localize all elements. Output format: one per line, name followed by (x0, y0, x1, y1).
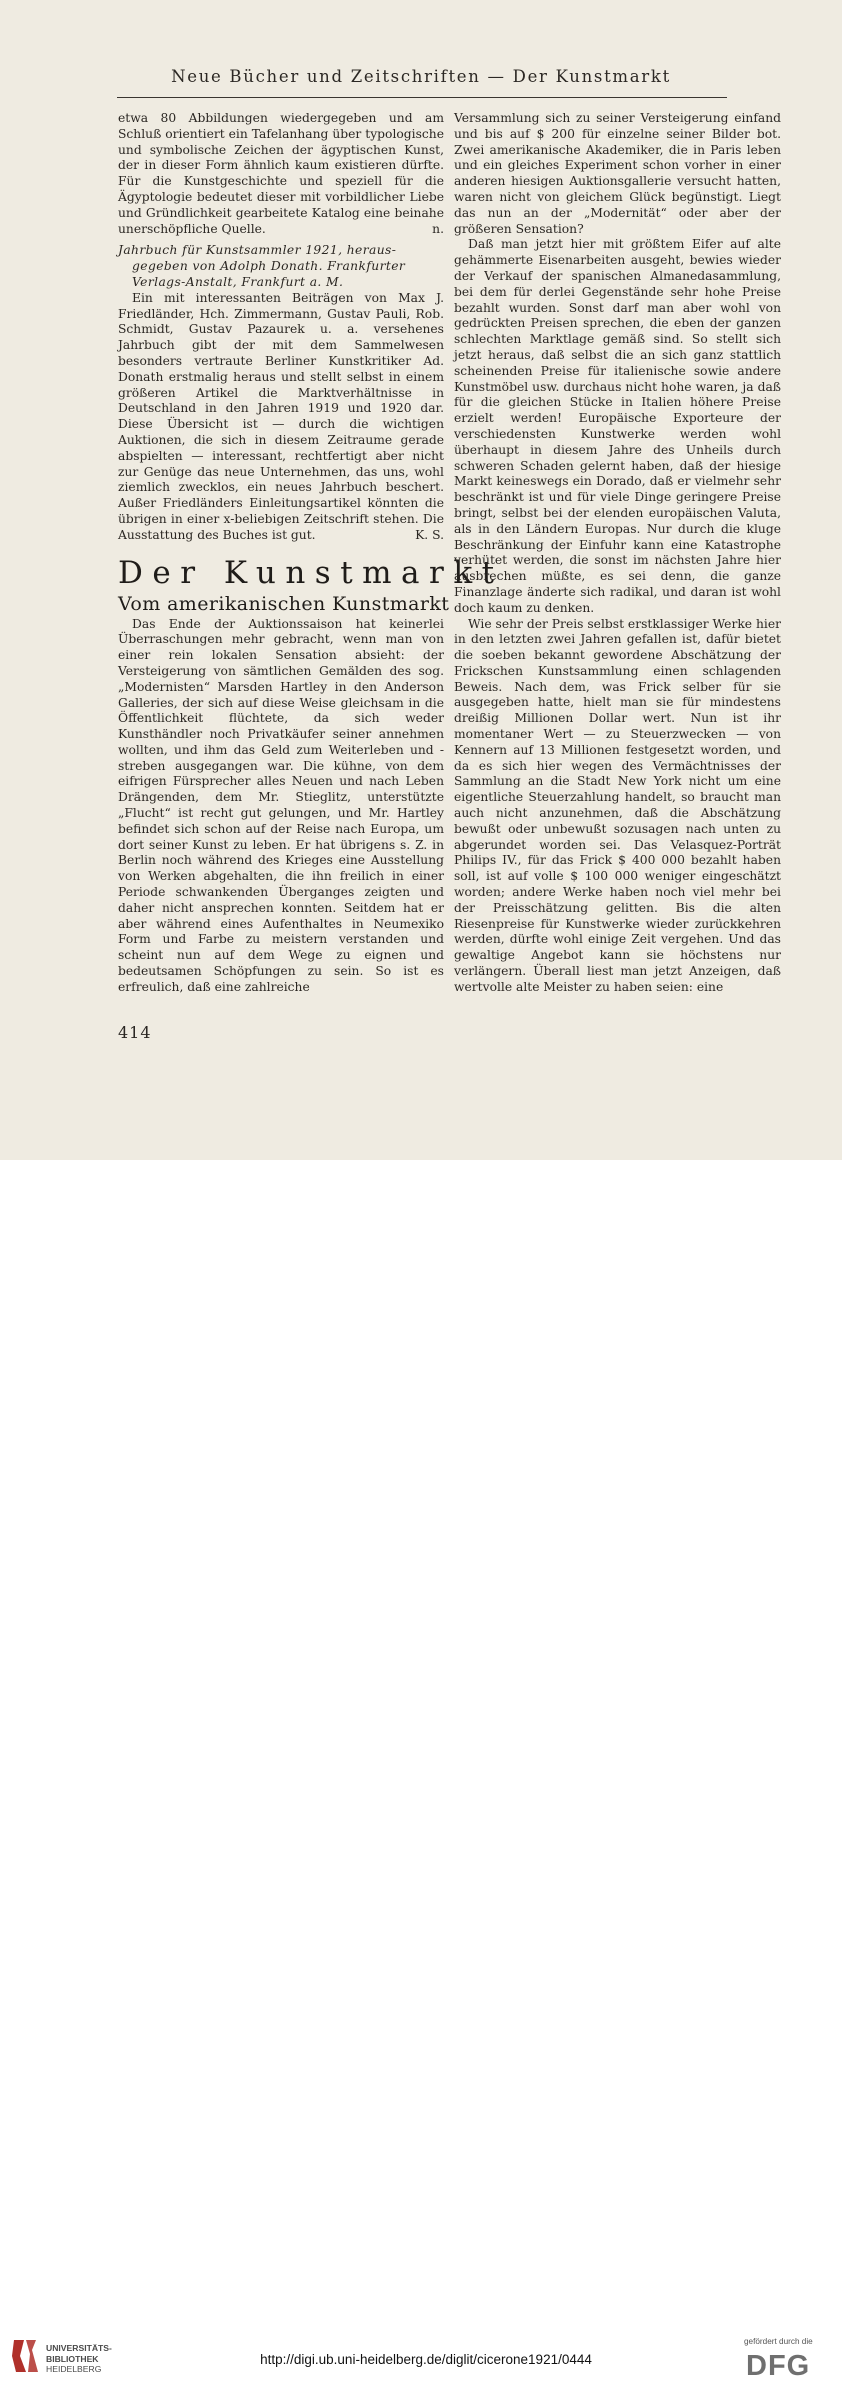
sponsor-note: gefördert durch die (744, 2337, 813, 2346)
section-title: Der Kunstmarkt (118, 554, 504, 591)
right-paragraph-3: Wie sehr der Preis selbst erstklassiger Werke hier in den letzten zwei Jahren gefallen ist, dafür bietet die soeben bekannt gewordene Abschätzung der Frickschen Kunstsammlung einen schlagenden Beweis. Nach dem, was Frick selber für sie ausgegeben hatte, hielt man sie für mindestens dreißig Millionen Dollar wert. Nun ist ihr momentaner Wert — zu Steuerzwecken — von Kennern auf 13 Millionen festgesetzt worden, und da es sich hier wegen des Vermächtnisses der Sammlung an die Stadt New York nicht um eine eigentliche Steuerzahlung handelt, so braucht man auch nicht anzunehmen, daß die Abschätzung bewußt oder unbewußt sozusagen nach unten zu abgerundet worden sei. Das Velasquez-Porträt Philips IV., für das Frick $ 400 000 bezahlt haben soll, ist auf volle $ 100 000 weniger eingeschätzt worden; andere Werke haben noch viel mehr bei der Preisschätzung gelitten. Bis die alten Riesenpreise für Kunstwerke wieder zurückkehren werden, dürfte wohl einige Zeit vergehen. Und das gewaltige Angebot kann sie höchstens nur verlängern. Überall liest man jetzt Anzeigen, daß wertvolle alte Meister zu haben seien: eine (454, 616, 781, 994)
scanned-page (0, 0, 842, 1160)
right-column (454, 111, 781, 996)
book-reference (118, 243, 444, 290)
left-paragraph-1 (118, 111, 444, 237)
right-paragraph-2: Daß man jetzt hier mit größtem Eifer auf alte gehämmerte Eisenarbeiten ausgeht, bewies wieder der Verkauf der spanischen Almanedasammlung, bei dem für derlei Gegenstände sehr hohe Preise bezahlt wurden. Sonst darf man aber wohl von gedrückten Preisen sprechen, die eben der ganzen schlechten Marktlage gemäß sind. So stellt sich jetzt heraus, daß selbst die an sich ganz stattlich scheinenden Preise für italienische sowie andere Kunstmöbel usw. durchaus nicht hohe waren, ja daß für die gleichen Stücke in Italien höhere Preise erzielt werden! Europäische Exporteure der verschiedensten Kunstwerke werden wohl überhaupt in diesem Jahre des Unheils durch schweren Schaden gelernt haben, daß der hiesige Markt keineswegs ein Dorado, daß er vielmehr sehr beschränkt ist und für viele Dinge geringere Preise bringt, selbst bei der elenden europäischen Valuta, als in den Ländern Europas. Nur durch die kluge Beschränkung der Einfuhr kann eine Katastrophe verhütet werden, die sonst im nächsten Jahre hier ausbrechen müßte, es sei denn, die ganze Finanzlage änderte sich radikal, und daran ist wohl doch kaum zu denken. (454, 237, 781, 615)
page-number: 414 (118, 1023, 152, 1042)
library-logo-text (46, 2343, 112, 2375)
left-paragraph-2 (118, 291, 444, 544)
footer-bar (0, 1160, 842, 2382)
book-reference-line-2: gegeben von Adolph Donath. Frankfurter (132, 259, 406, 274)
running-header: Neue Bücher und Zeitschriften — Der Kunstmarkt (171, 67, 671, 86)
dfg-logo: DFG (746, 2350, 811, 2382)
book-reference-line-1: Jahrbuch für Kunstsammler 1921, heraus- (118, 243, 397, 258)
book-reference-line-3: Verlags-Anstalt, Frankfurt a. M. (132, 274, 344, 289)
header-rule (117, 97, 727, 98)
library-logo-line-1: UNIVERSITÄTS- (46, 2343, 112, 2353)
right-paragraph-1: Versammlung sich zu seiner Versteigerung einfand und bis auf $ 200 für einzelne seiner Bilder bot. Zwei amerikanische Akademiker, die in Paris leben und ein gleiches Experiment schon vorher in einer anderen hiesigen Auktionsgallerie versucht hatten, waren nicht von gleichem Glück begünstigt. Liegt das nun an der „Modernität“ oder aber der größeren Sensation? (454, 111, 781, 236)
left-paragraph-2-signature: K. S. (415, 527, 444, 542)
library-logo-line-3: HEIDELBERG (46, 2364, 102, 2374)
library-logo-line-2: BIBLIOTHEK (46, 2353, 99, 2364)
section-subtitle: Vom amerikanischen Kunstmarkt (118, 592, 450, 615)
left-paragraph-3: Das Ende der Auktionssaison hat keinerlei Überraschungen mehr gebracht, wenn man von einer rein lokalen Sensation absieht: der Versteigerung von sämtlichen Gemälden des sog. „Modernisten“ Marsden Hartley in den Anderson Galleries, der sich auf diese Weise gleichsam in die Öffentlichkeit flüchtete, da sich weder Kunsthändler noch Privatkäufer seiner annehmen wollten, und ihm das Geld zum Weiterleben und -streben ausgegangen war. Die kühne, von dem eifrigen Fürsprecher alles Neuen und nach Leben Drängenden, dem Mr. Stieglitz, unterstützte „Flucht“ ist recht gut gelungen, und Mr. Hartley befindet sich schon auf der Reise nach Europa, um dort seiner Kunst zu leben. Er hat übrigens s. Z. in Berlin noch während des Krieges eine Ausstellung von Werken abgehalten, die ihn freilich in einer Periode schwankenden Überganges zeigten und daher nicht ansprechen konnten. Seitdem hat er aber während eines Aufenthaltes in Neumexiko Form und Farbe zu meistern verstanden und scheint nun auf dem Wege zu eignen und bedeutsamen Schöpfungen zu sein. So ist es erfreulich, daß eine zahlreiche (118, 616, 444, 994)
left-paragraph-1-signature: n. (432, 221, 444, 236)
university-seal-icon (10, 2336, 40, 2376)
left-column (118, 111, 504, 996)
left-paragraph-2-text: Ein mit interessanten Beiträgen von Max J. Friedländer, Hch. Zimmermann, Gustav Pauli, Rob. Schmidt, Gustav Pazaurek u. a. versehenes Jahrbuch gibt der mit dem Sammelwesen besonders vertraute Berliner Kunstkritiker Ad. Donath erstmalig heraus und stellt selbst in einem größeren Artikel die Marktverhältnisse in Deutschland in den Jahren 1919 und 1920 dar. Diese Übersicht ist — durch die wichtigen Auktionen, die sich in diesem Zeitraume gerade abspielten — interessant, rechtfertigt aber nicht zur Genüge das neue Unternehmen, das uns, wohl ziemlich zwecklos, ein neues Jahrbuch beschert. Außer Friedländers Einleitungsartikel könnten die übrigen in einer x-beliebigen Zeitschrift stehen. Die Ausstattung des Buches ist gut. (118, 290, 444, 542)
permalink-url[interactable]: http://digi.ub.uni-heidelberg.de/diglit/cicerone1921/0444 (260, 2352, 592, 2367)
left-paragraph-1-text: etwa 80 Abbildungen wiedergegeben und am Schluß orientiert ein Tafelanhang über typologische und symbolische Zeichen der ägyptischen Kunst, der in dieser Form ähnlich kaum existieren dürfte. Für die Kunstgeschichte und speziell für die Ägyptologie bedeutet dieser mit vorbildlicher Liebe und Gründlichkeit gearbeitete Katalog eine beinahe unerschöpfliche Quelle. (118, 111, 444, 236)
